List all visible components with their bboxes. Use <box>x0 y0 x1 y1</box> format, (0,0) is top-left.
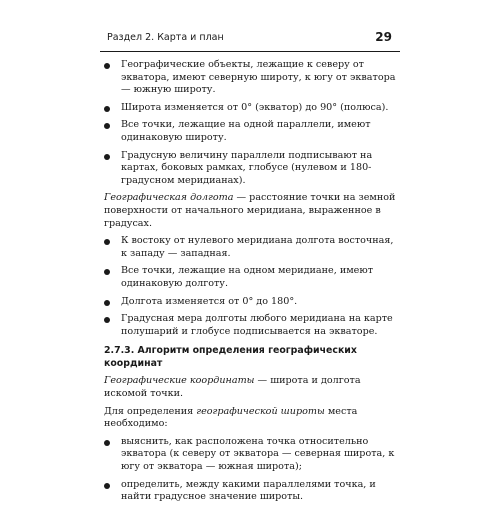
list-item-text: Все точки, лежащие на одном меридиане, имеют одинаковую долготу. <box>121 265 374 289</box>
bullet-icon <box>104 483 110 489</box>
bullet-icon <box>104 269 110 275</box>
intro-text: Для определения <box>104 405 197 417</box>
list-item <box>104 296 398 309</box>
definition-text: — расстояние точки на земной поверхности от начального меридиана, выраженное в градусах. <box>104 192 396 229</box>
list-item <box>104 479 398 504</box>
bullet-icon <box>104 317 110 323</box>
list-item <box>104 150 398 188</box>
coordinates-definition <box>104 375 398 400</box>
list-item-text: К востоку от нулевого меридиана долгота восточная, к западу — западная. <box>121 235 394 259</box>
bullet-icon <box>104 123 110 129</box>
list-item <box>104 102 398 115</box>
list-item-text: выяснить, как расположена точка относительно экватора (к северу от экватора — северная широта, к югу от экватора — южная широта); <box>121 435 395 473</box>
term-longitude: Географическая долгота <box>104 192 234 204</box>
list-item <box>104 119 398 144</box>
list-item-text: Географические объекты, лежащие к северу от экватора, имеют северную широту, к югу от экватора — южную широту. <box>121 59 396 96</box>
section-title: Раздел 2. Карта и план <box>107 32 224 43</box>
list-item <box>104 235 398 260</box>
list-item-text: Градусную величину параллели подписывают на картах, боковых рамках, глобусе (нулевом и 180-градусном меридианах). <box>121 149 373 186</box>
body-text <box>104 59 398 509</box>
list-item-text: Все точки, лежащие на одной параллели, имеют одинаковую широту. <box>121 119 371 143</box>
section-heading: 2.7.3. Алгоритм определения географических координат <box>104 345 357 369</box>
term-coordinates: Географические координаты <box>104 375 255 387</box>
definition-text: — широта и долгота искомой точки. <box>104 375 361 400</box>
page-number: 29 <box>375 30 392 44</box>
latitude-method-intro <box>104 406 398 431</box>
list-item <box>104 313 398 338</box>
list-item <box>104 436 398 474</box>
list-item <box>104 265 398 290</box>
list-item-text: Градусная мера долготы любого меридиана на карте полушарий и глобусе подписывается на экваторе. <box>121 313 393 337</box>
longitude-definition <box>104 192 398 230</box>
term-latitude: географической широты <box>196 405 325 417</box>
list-item-text: определить, между какими параллелями точка, и найти градусное значение широты. <box>121 478 376 503</box>
bullet-icon <box>104 300 110 306</box>
bullet-icon <box>104 106 110 112</box>
list-item-text: Широта изменяется от 0° (экватор) до 90° (полюса). <box>121 101 389 113</box>
intro-text: места необходимо: <box>104 405 358 430</box>
bullet-icon <box>104 63 110 69</box>
list-item-text: Долгота изменяется от 0° до 180°. <box>121 295 298 307</box>
header-rule <box>100 51 400 52</box>
bullet-icon <box>104 154 110 160</box>
list-item <box>104 59 398 97</box>
bullet-icon <box>104 440 110 446</box>
bullet-icon <box>104 239 110 245</box>
running-header <box>100 26 400 52</box>
